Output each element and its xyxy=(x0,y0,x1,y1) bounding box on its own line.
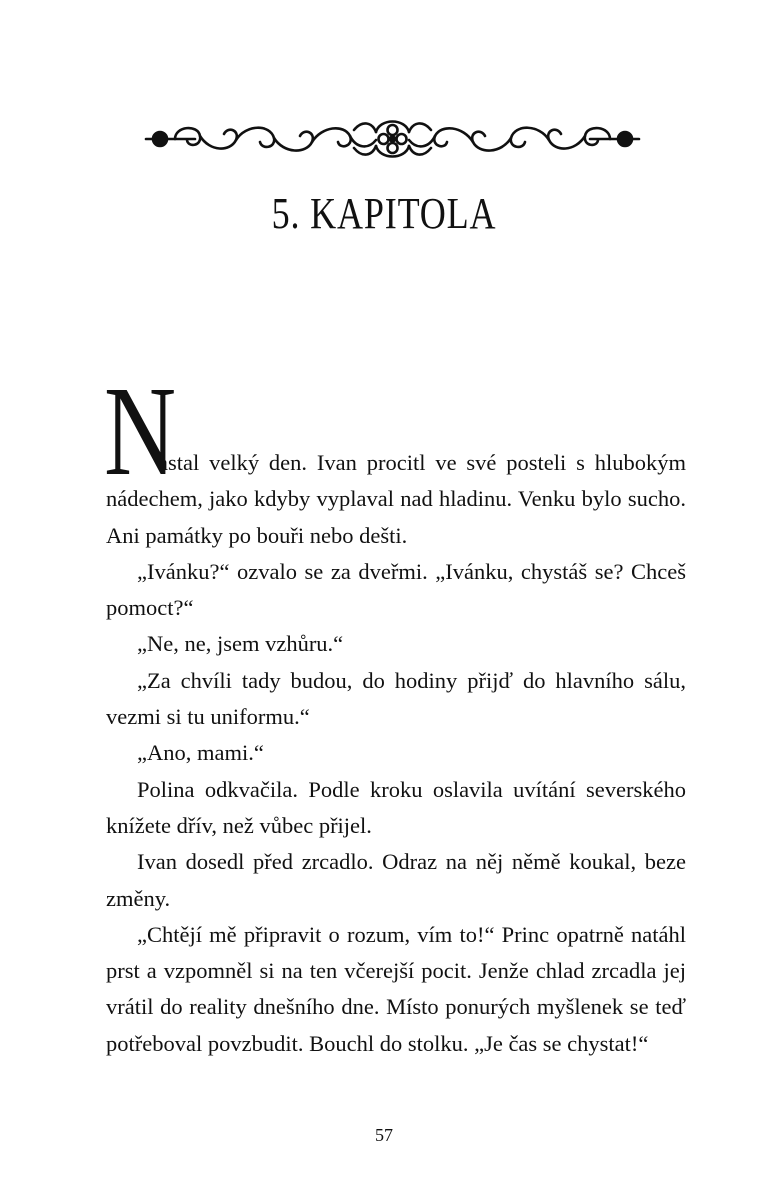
flourish-ornament-icon xyxy=(140,112,645,164)
paragraph: Polina odkvačila. Podle kroku oslavila uvítání severského knížete dřív, než vůbec přijel. xyxy=(106,776,686,838)
paragraph: „Za chvíli tady budou, do hodiny přijď do hlavního sálu, vezmi si tu uniformu.“ xyxy=(106,667,686,730)
page-number: 57 xyxy=(375,1125,393,1145)
paragraph: „Chtějí mě připravit o rozum, vím to!“ Princ opatrně natáhl prst a vzpomněl si na ten včerejší pocit. Jenže chlad zrcadla jej vrátil do reality dnešního dne. Místo ponurých myšlenek se teď potřeboval povzbudit. Bouchl do stolku. „Je čas se chystat!“ xyxy=(106,921,686,1056)
drop-cap: N xyxy=(104,360,177,502)
paragraph-text: astal velký den. Ivan procitl ve své posteli s hlubokým nádechem, jako kdyby vyplaval nad hladinu. Venku bylo sucho. Ani památky po bouři nebo dešti. xyxy=(106,450,686,548)
paragraph: Ivan dosedl před zrcadlo. Odraz na něj němě koukal, beze změny. xyxy=(106,849,686,911)
chapter-title: 5. KAPITOLA xyxy=(271,189,497,238)
paragraph: „Ano, mami.“ xyxy=(137,740,264,766)
chapter-text xyxy=(104,360,686,1062)
paragraph: „Ne, ne, jsem vzhůru.“ xyxy=(137,631,344,657)
paragraph xyxy=(104,360,686,554)
paragraph: „Ivánku?“ ozvalo se za dveřmi. „Ivánku, chystáš se? Chceš pomoct?“ xyxy=(106,558,686,621)
